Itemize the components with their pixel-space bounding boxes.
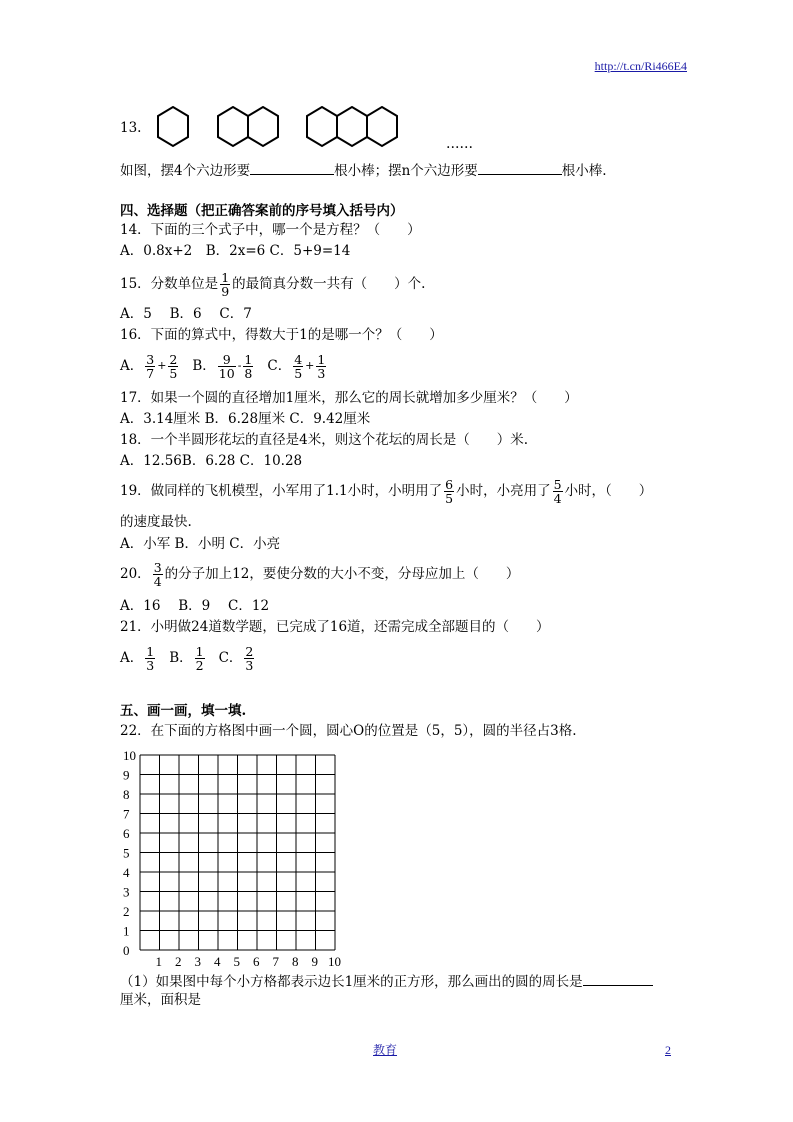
answer-blank[interactable] <box>478 161 562 175</box>
x-tick-label: 8 <box>292 954 299 968</box>
q15-stem-a: 15．分数单位是 <box>120 276 219 292</box>
hexagon-3a <box>307 107 337 146</box>
y-tick-label: 10 <box>123 748 136 763</box>
fraction: $\frac{1}{9}$ <box>221 269 230 299</box>
x-tick-label: 5 <box>233 954 240 968</box>
x-tick-label: 7 <box>272 954 279 968</box>
hexagon-figures <box>146 106 406 150</box>
section4-title: 四、选择题（把正确答案前的序号填入括号内） <box>120 203 404 219</box>
q17-options: A．3.14厘米 B．6.28厘米 C．9.42厘米 <box>120 411 371 427</box>
q22-sub1 <box>120 972 653 991</box>
q15-stem <box>120 267 425 301</box>
x-tick-label: 10 <box>328 954 341 968</box>
option-b-label: B． <box>192 358 216 374</box>
y-tick-label: 5 <box>123 845 130 861</box>
x-tick-label: 9 <box>311 954 318 968</box>
q22-sub1-b: 厘米，面积是 <box>120 992 201 1008</box>
q13-text <box>120 161 607 180</box>
q14-options: A．0.8x+2 B．2x=6 C．5+9=14 <box>120 243 351 259</box>
y-tick-label: 2 <box>123 904 130 919</box>
q20-options: A．16 B．9 C．12 <box>120 598 270 614</box>
q13-text-c: 根小棒. <box>561 163 607 179</box>
answer-blank[interactable] <box>250 161 334 175</box>
q13-text-a: 如图，摆4个六边形要 <box>120 163 251 179</box>
coordinate-grid[interactable] <box>115 748 345 968</box>
q20-stem: 20． $\frac{3}{4}$ 的分子加上12，要使分数的大小不变，分母应加上（ ） <box>120 559 520 589</box>
q21-stem: 21．小明做24道数学题，已完成了16道，还需完成全部题目的（ ） <box>120 619 550 635</box>
answer-blank[interactable] <box>583 972 653 986</box>
y-tick-label: 8 <box>123 787 130 802</box>
q19-stem: 19．做同样的飞机模型，小军用了1.1小时，小明用了 $\frac{6}{5}$ 小时，小亮用了 $\frac{5}{4}$ 小时，（ ） <box>120 476 653 506</box>
x-tick-label: 2 <box>175 954 182 968</box>
x-tick-label: 4 <box>214 954 221 968</box>
hexagon-3b <box>337 107 367 146</box>
q16-stem: 16．下面的算式中，得数大于1的是哪一个？（ ） <box>120 327 443 343</box>
hexagon-1 <box>158 107 188 146</box>
q19-stem-d: 的速度最快. <box>120 514 192 530</box>
q19-options: A．小军 B．小明 C．小亮 <box>120 536 281 552</box>
q14-stem: 14．下面的三个式子中，哪一个是方程？（ ） <box>120 222 421 238</box>
y-tick-label: 9 <box>123 767 130 783</box>
y-tick-label: 4 <box>123 865 130 880</box>
x-tick-label: 3 <box>194 954 201 968</box>
q13-number: 13. <box>120 120 142 136</box>
q22-stem: 22．在下面的方格图中画一个圆，圆心O的位置是（5，5），圆的半径占3格. <box>120 723 577 739</box>
option-a-label: A． <box>120 358 144 374</box>
hexagon-2b <box>248 107 278 146</box>
q13-dots: …… <box>446 136 473 152</box>
q15-stem-b: 的最简真分数一共有（ ）个. <box>232 276 426 292</box>
q18-stem: 18．一个半圆形花坛的直径是4米，则这个花坛的周长是（ ）米. <box>120 432 529 448</box>
q21-options: A． $\frac{1}{3}$ B． $\frac{1}{2}$ C． $\frac{2}{3}$ <box>120 643 254 673</box>
page-number: 2 <box>665 1043 671 1057</box>
hexagon-2a <box>218 107 248 146</box>
y-tick-label: 1 <box>123 923 130 939</box>
x-tick-label: 6 <box>253 954 260 968</box>
hexagon-3c <box>367 107 397 146</box>
y-tick-label: 6 <box>123 826 130 841</box>
option-c-label: C． <box>267 358 292 374</box>
q18-options: A．12.56B．6.28 C．10.28 <box>120 453 303 469</box>
y-tick-label: 0 <box>123 943 130 958</box>
header-link[interactable]: http://t.cn/Ri466E4 <box>594 59 687 73</box>
footer-link[interactable]: 教育 <box>373 1043 398 1057</box>
y-tick-label: 3 <box>123 884 130 900</box>
q15-options: A．5 B．6 C．7 <box>120 306 252 322</box>
q17-stem: 17．如果一个圆的直径增加1厘米，那么它的周长就增加多少厘米？（ ） <box>120 390 578 406</box>
q13-text-b: 根小棒；摆n个六边形要 <box>334 163 478 179</box>
q16-options: A． $\frac{3}{7}$ + $\frac{2}{5}$ B． $\frac{9}{10}$ - $\frac{1}{8}$ C． $\frac{4}{5}$ + $\frac{1}{3}$ <box>120 351 326 381</box>
x-tick-label: 1 <box>155 954 162 968</box>
section5-title: 五、画一画，填一填. <box>120 703 247 719</box>
y-tick-label: 7 <box>123 806 130 822</box>
q22-sub1-a: （1）如果图中每个小方格都表示边长1厘米的正方形，那么画出的圆的周长是 <box>120 974 583 990</box>
